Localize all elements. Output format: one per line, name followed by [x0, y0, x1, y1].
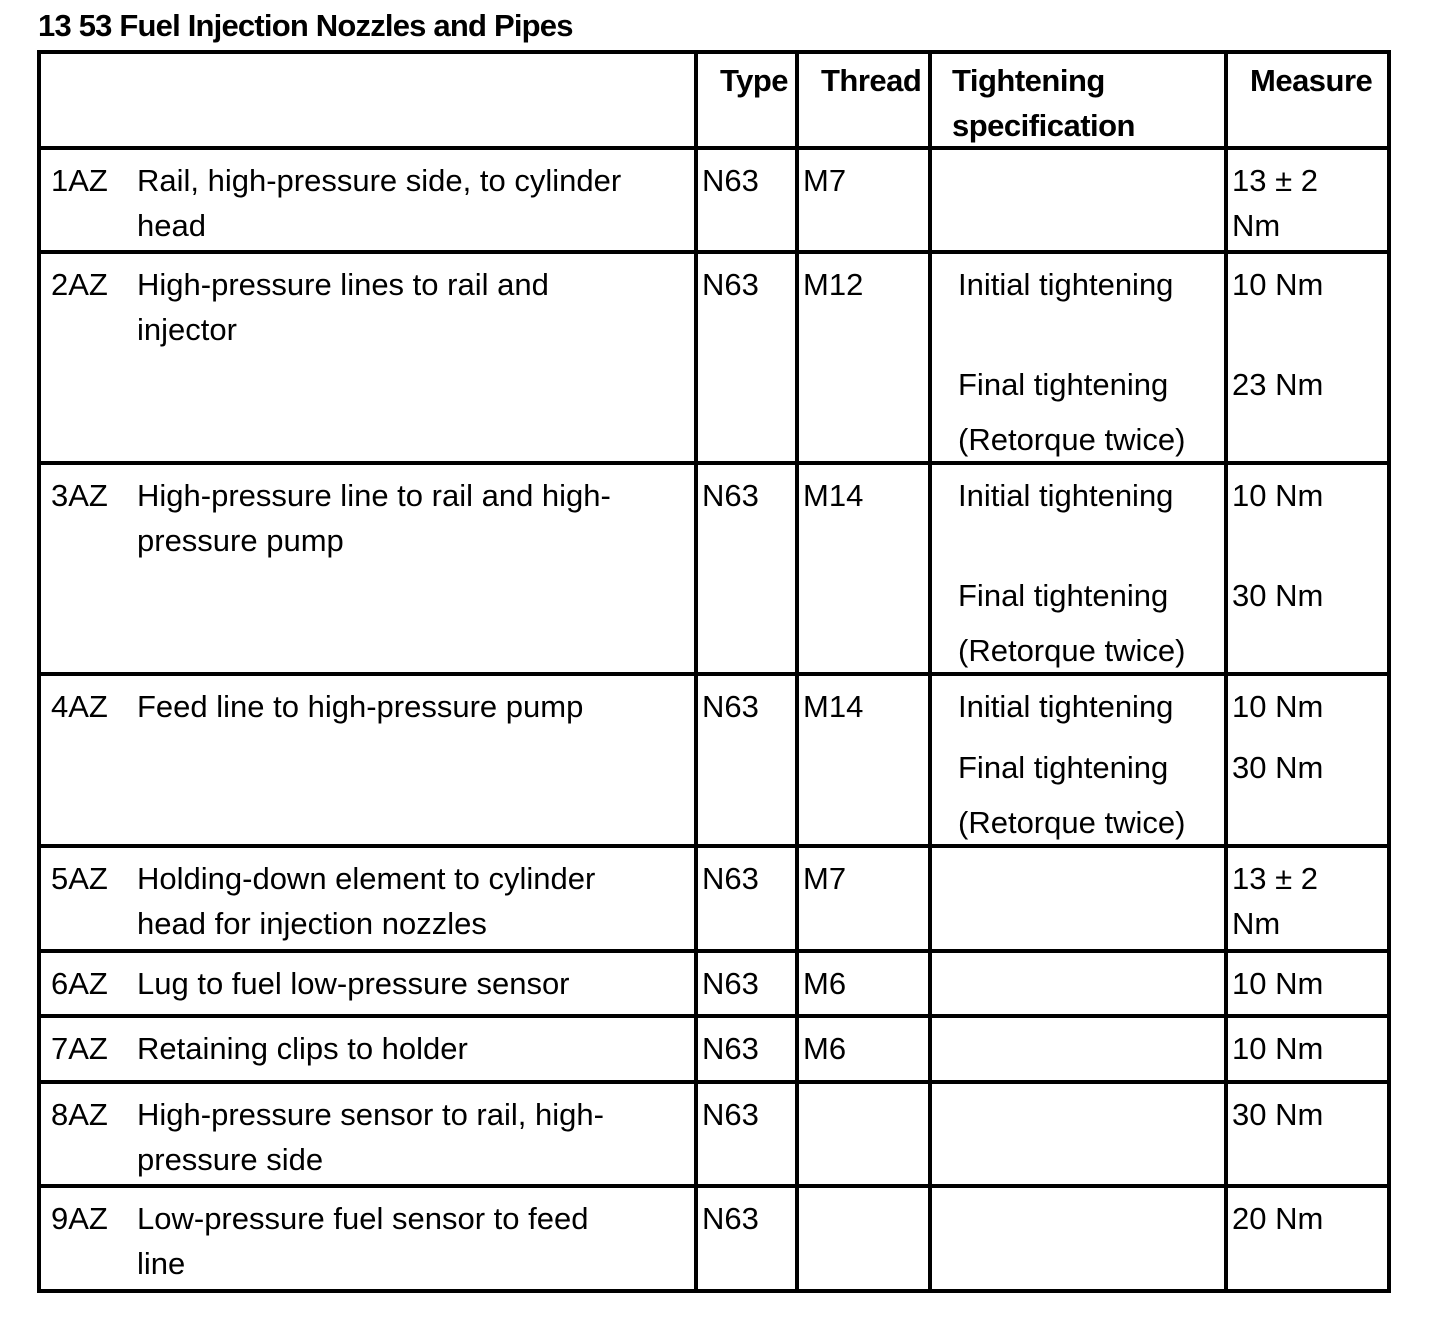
item-desc	[137, 961, 677, 1006]
spec-cell	[932, 150, 1228, 250]
measure-value	[1232, 158, 1318, 248]
spec-final: Final tightening	[958, 578, 1169, 613]
item-desc	[137, 1092, 677, 1182]
measure-final: 23 Nm	[1232, 367, 1324, 402]
thread-value: M14	[803, 478, 864, 513]
item-id: 7AZ	[51, 1031, 108, 1066]
spec-retorque: (Retorque twice)	[958, 805, 1186, 840]
measure-line2: Nm	[1232, 906, 1281, 941]
item-id: 6AZ	[51, 966, 108, 1001]
item-desc	[137, 856, 677, 946]
thread-cell	[799, 150, 932, 250]
item-desc	[137, 1026, 677, 1071]
table-row	[41, 1018, 1387, 1084]
header-spec-line2: specification	[952, 108, 1135, 143]
spec-initial: Initial tightening	[958, 689, 1174, 724]
item-desc-line2: injector	[137, 312, 237, 347]
thread-cell	[799, 254, 932, 461]
item-id: 1AZ	[51, 163, 108, 198]
item-desc	[137, 684, 677, 729]
item-desc-line1: High-pressure lines to rail and	[137, 267, 549, 302]
item-id: 2AZ	[51, 267, 108, 302]
item-id: 5AZ	[51, 861, 108, 896]
table-row	[41, 953, 1387, 1018]
table-row	[41, 465, 1387, 676]
item-desc-line1: Holding-down element to cylinder	[137, 861, 596, 896]
page-title: 13 53 Fuel Injection Nozzles and Pipes	[38, 8, 573, 43]
type-value: N63	[702, 861, 759, 896]
thread-value: M7	[803, 163, 847, 198]
header-thread	[799, 54, 932, 146]
measure-initial: 10 Nm	[1232, 478, 1324, 513]
spec-cell	[932, 1084, 1228, 1184]
measure-value: 10 Nm	[1232, 1031, 1324, 1066]
header-type-label: Type	[720, 63, 789, 98]
item-id: 8AZ	[51, 1097, 108, 1132]
type-cell	[698, 848, 799, 949]
item-desc-line2: pressure pump	[137, 523, 344, 558]
thread-cell	[799, 465, 932, 672]
type-value: N63	[702, 267, 759, 302]
item-desc	[137, 262, 677, 352]
measure-value: 10 Nm	[1232, 966, 1324, 1001]
item-cell	[41, 676, 698, 844]
item-desc-line2: pressure side	[137, 1142, 324, 1177]
thread-cell	[799, 953, 932, 1014]
header-measure-label: Measure	[1250, 63, 1373, 98]
measure-value: 30 Nm	[1232, 1097, 1324, 1132]
item-desc-line1: High-pressure sensor to rail, high-	[137, 1097, 604, 1132]
item-desc-line1: Feed line to high-pressure pump	[137, 689, 584, 724]
thread-cell	[799, 1188, 932, 1289]
type-cell	[698, 465, 799, 672]
measure-final: 30 Nm	[1232, 578, 1324, 613]
spec-final: Final tightening	[958, 367, 1169, 402]
type-cell	[698, 254, 799, 461]
item-id: 3AZ	[51, 478, 108, 513]
item-desc-line1: Retaining clips to holder	[137, 1031, 468, 1066]
spec-retorque: (Retorque twice)	[958, 633, 1186, 668]
measure-line1: 13 ± 2	[1232, 163, 1318, 198]
item-desc-line1: Low-pressure fuel sensor to feed	[137, 1201, 589, 1236]
header-spec	[932, 54, 1228, 146]
spec-retorque: (Retorque twice)	[958, 422, 1186, 457]
item-cell	[41, 1188, 698, 1289]
table-row	[41, 150, 1387, 254]
measure-cell	[1228, 1188, 1387, 1289]
item-cell	[41, 1018, 698, 1080]
measure-cell	[1228, 1018, 1387, 1080]
measure-value	[1232, 856, 1318, 946]
item-cell	[41, 465, 698, 672]
table-row	[41, 1188, 1387, 1289]
header-item	[41, 54, 698, 146]
item-desc-line2: line	[137, 1246, 186, 1281]
measure-line2: Nm	[1232, 208, 1281, 243]
spec-initial: Initial tightening	[958, 478, 1174, 513]
item-cell	[41, 953, 698, 1014]
type-value: N63	[702, 478, 759, 513]
item-desc	[137, 158, 677, 248]
spec-cell	[932, 254, 1228, 461]
table-row	[41, 676, 1387, 848]
item-desc	[137, 473, 677, 563]
spec-cell	[932, 848, 1228, 949]
thread-value: M6	[803, 966, 847, 1001]
thread-cell	[799, 1018, 932, 1080]
spec-final: Final tightening	[958, 750, 1169, 785]
header-spec-line1: Tightening	[952, 63, 1105, 98]
item-cell	[41, 1084, 698, 1184]
measure-cell	[1228, 150, 1387, 250]
type-value: N63	[702, 966, 759, 1001]
table-row	[41, 254, 1387, 465]
spec-cell	[932, 1188, 1228, 1289]
item-desc-line1: High-pressure line to rail and high-	[137, 478, 611, 513]
type-value: N63	[702, 689, 759, 724]
item-desc	[137, 1196, 677, 1286]
item-desc-line1: Lug to fuel low-pressure sensor	[137, 966, 570, 1001]
thread-value: M7	[803, 861, 847, 896]
spec-initial: Initial tightening	[958, 267, 1174, 302]
torque-table	[37, 50, 1391, 1293]
spec-cell	[932, 465, 1228, 672]
type-value: N63	[702, 163, 759, 198]
item-desc-line1: Rail, high-pressure side, to cylinder	[137, 163, 622, 198]
item-cell	[41, 254, 698, 461]
thread-cell	[799, 676, 932, 844]
item-cell	[41, 848, 698, 949]
thread-cell	[799, 848, 932, 949]
measure-cell	[1228, 1084, 1387, 1184]
table-header-row	[41, 54, 1387, 150]
item-desc-line2: head for injection nozzles	[137, 906, 487, 941]
measure-cell	[1228, 254, 1387, 461]
measure-value: 20 Nm	[1232, 1201, 1324, 1236]
header-measure	[1228, 54, 1387, 146]
thread-value: M14	[803, 689, 864, 724]
thread-value: M6	[803, 1031, 847, 1066]
measure-final: 30 Nm	[1232, 750, 1324, 785]
header-type	[698, 54, 799, 146]
thread-cell	[799, 1084, 932, 1184]
item-id: 4AZ	[51, 689, 108, 724]
type-cell	[698, 1084, 799, 1184]
thread-value: M12	[803, 267, 864, 302]
item-id: 9AZ	[51, 1201, 108, 1236]
type-cell	[698, 150, 799, 250]
measure-initial: 10 Nm	[1232, 267, 1324, 302]
spec-cell	[932, 953, 1228, 1014]
spec-cell	[932, 676, 1228, 844]
measure-cell	[1228, 953, 1387, 1014]
header-thread-label: Thread	[821, 63, 922, 98]
type-cell	[698, 676, 799, 844]
type-cell	[698, 953, 799, 1014]
type-value: N63	[702, 1097, 759, 1132]
measure-cell	[1228, 465, 1387, 672]
type-value: N63	[702, 1201, 759, 1236]
table-row	[41, 1084, 1387, 1188]
measure-cell	[1228, 676, 1387, 844]
measure-line1: 13 ± 2	[1232, 861, 1318, 896]
type-value: N63	[702, 1031, 759, 1066]
table-row	[41, 848, 1387, 953]
measure-initial: 10 Nm	[1232, 689, 1324, 724]
measure-cell	[1228, 848, 1387, 949]
type-cell	[698, 1188, 799, 1289]
spec-cell	[932, 1018, 1228, 1080]
item-cell	[41, 150, 698, 250]
item-desc-line2: head	[137, 208, 206, 243]
type-cell	[698, 1018, 799, 1080]
